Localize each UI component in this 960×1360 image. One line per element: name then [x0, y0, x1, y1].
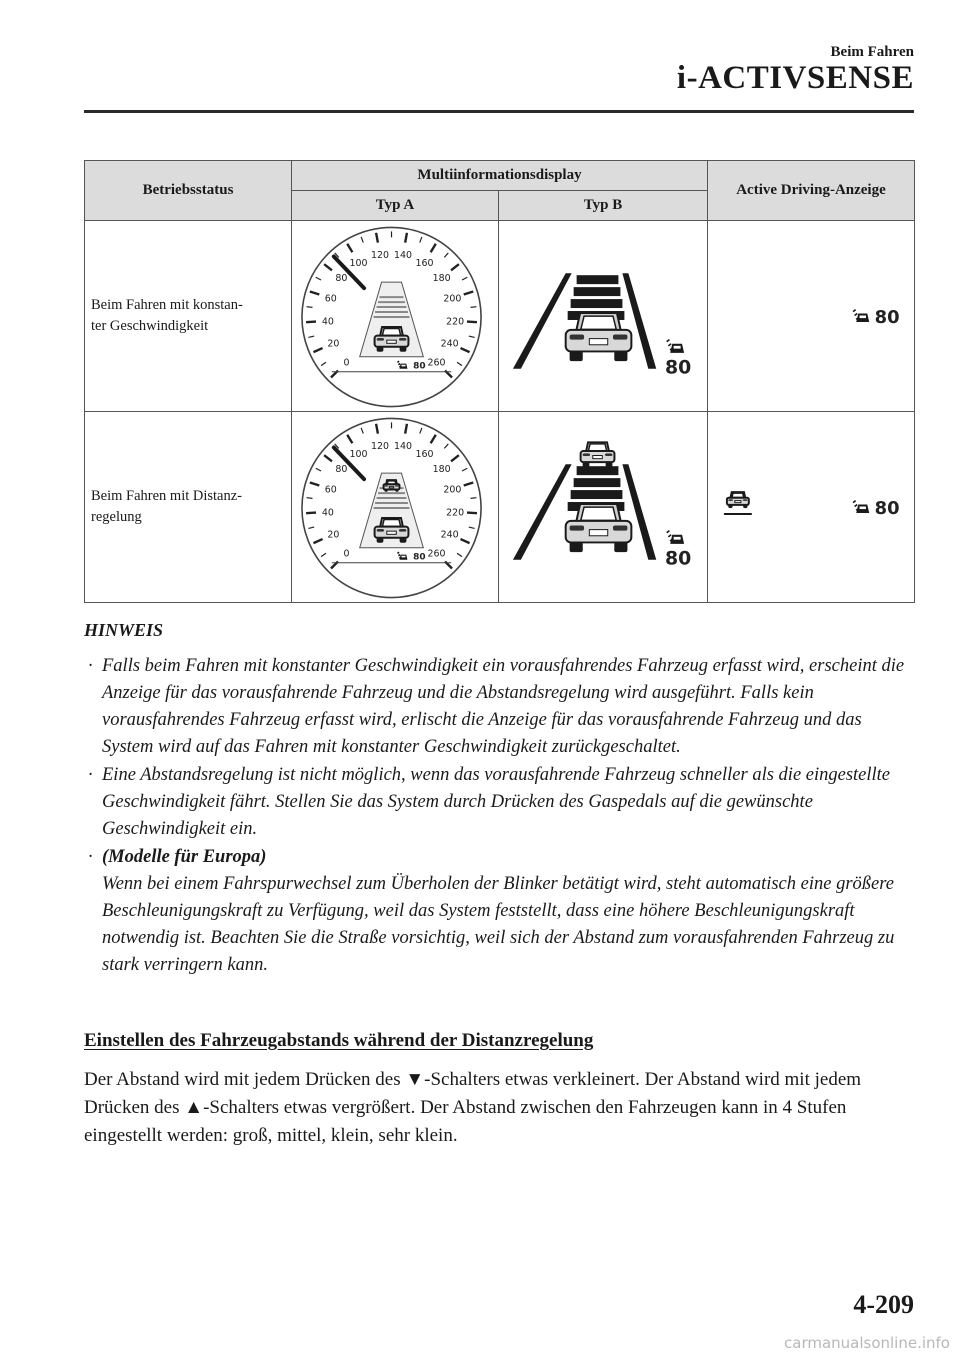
cruise-icon-mark: [668, 344, 671, 346]
speedo-tick-label: 100: [349, 257, 368, 269]
col-header-type-b: Typ B: [499, 191, 708, 221]
speedo-tick-label: 60: [324, 484, 337, 496]
body-text: -Schalters etwas vergrößert. Der Abstand zwischen den Fahrzeugen kann in 4 Stufen eingestellt werden: groß, mittel, klein, sehr klein.: [84, 1097, 847, 1146]
car-rear-window: [581, 507, 616, 520]
cruise-icon-window: [401, 556, 405, 558]
speedo-tick-label: 200: [443, 484, 462, 496]
cruise-icon-window: [401, 365, 405, 367]
header-divider: [84, 110, 914, 113]
cruise-icon-mark: [668, 535, 671, 537]
row-label-line: Beim Fahren mit konstan-: [91, 297, 243, 313]
col-header-status: Betriebsstatus: [85, 161, 292, 221]
speedo-tick-label: 80: [335, 273, 348, 285]
distance-bar: [577, 466, 619, 475]
speedo-tick-label: 120: [371, 440, 390, 452]
car-wheel: [570, 351, 583, 361]
lead-car-icon: [581, 442, 615, 467]
cruise-icon-mark: [399, 366, 401, 367]
car-taillight: [395, 485, 399, 486]
speedo-tick-label: 260: [427, 357, 446, 369]
page-number: 4-209: [853, 1290, 914, 1319]
note-bullet-text: Wenn bei einem Fahrspurwechsel zum Überholen der Blinker betätigt wird, steht automatisch eine größere Beschleunigungskraft zu Verfügung, weil das System feststellt, dass eine höhere Beschleunigungskraft notwendig ist. Beachten Sie die Straße vorsichtig, weil sich der Abstand zum vorausfahrenden Fahrzeug zu stark verringern kann.: [102, 874, 895, 975]
note-bullet: [84, 653, 914, 761]
note-bullet-text: Eine Abstandsregelung ist nicht möglich, wenn das vorausfahrende Fahrzeug schneller als die eingestellte Geschwindigkeit fährt. Stellen Sie das System durch Drücken des Gaspedals auf die gewünschte Geschwindigkeit ein.: [102, 765, 891, 839]
speedo-tick-label: 0: [343, 357, 350, 369]
car-taillight: [613, 335, 627, 340]
car-plate: [387, 340, 396, 343]
note-bullet: [84, 762, 914, 843]
speedo-tick-label: 120: [371, 249, 390, 261]
speedo-tick-label: 240: [440, 529, 459, 541]
table-row: [85, 221, 915, 412]
col-header-mid: Multiinformationsdisplay: [292, 161, 708, 191]
col-header-active-driving: Active Driving-Anzeige: [708, 161, 915, 221]
row-label-line: Beim Fahren mit Distanz-: [91, 488, 243, 504]
speedo-tick-label: 160: [415, 257, 434, 269]
watermark: carmanualsonline.info: [784, 1334, 950, 1352]
speedo-tick-label: 140: [393, 249, 413, 261]
distance-bar: [577, 275, 619, 284]
car-rear-window: [581, 316, 616, 329]
car-taillight: [377, 529, 384, 532]
car-taillight: [399, 529, 406, 532]
speedo-tick-label: 220: [446, 507, 465, 519]
car-rear-window: [382, 329, 400, 336]
cruise-icon-mark: [855, 505, 858, 507]
speedo-tick-label: 180: [432, 273, 451, 285]
speedo-tick-label: 180: [432, 464, 451, 476]
row-label: [85, 221, 292, 412]
car-plate: [589, 339, 607, 345]
table-row: [85, 412, 915, 603]
car-wheel: [614, 351, 627, 361]
car-plate: [389, 486, 393, 487]
speedo-tick-label: 240: [440, 338, 459, 350]
distance-bar: [574, 287, 621, 296]
car-wheel: [377, 346, 384, 351]
car-taillight: [605, 453, 612, 456]
car-wheel: [570, 542, 583, 552]
lane-illustration: [499, 221, 708, 412]
car-wheel: [743, 505, 747, 508]
speedo-tick-label: 20: [327, 338, 340, 350]
row-label-line: ter Geschwindigkeit: [91, 318, 209, 334]
speedo-tick-label: 60: [324, 293, 337, 305]
cruise-icon-window: [860, 316, 866, 319]
speedo-tick-label: 40: [321, 507, 334, 519]
lane-illustration: [499, 412, 708, 603]
lane-edge-right: [622, 464, 656, 560]
car-wheel: [395, 489, 398, 491]
car-wheel: [385, 489, 388, 491]
lead-car-icon: [384, 480, 400, 492]
set-speed-label: 80: [413, 552, 426, 563]
car-taillight: [728, 499, 733, 501]
row-label-line: regelung: [91, 509, 142, 525]
speedo-tick: [467, 322, 477, 323]
note-box: [84, 620, 914, 980]
speedo-tick: [467, 513, 477, 514]
body-text: -Schalters etwas verkleinert. Der Abstand wird mit jedem Drücken des: [84, 1069, 862, 1118]
speedometer-graphic: [292, 221, 498, 411]
speedo-tick-label: 160: [415, 448, 434, 460]
speedo-tick-label: 200: [443, 293, 462, 305]
car-plate: [387, 531, 396, 534]
bullet-dot: ·: [88, 656, 93, 676]
distance-bar: [574, 478, 621, 487]
cruise-icon-window: [674, 346, 681, 349]
cruise-icon-mark: [397, 552, 399, 553]
cruise-icon-mark: [398, 364, 400, 365]
speedometer-graphic: [292, 412, 498, 602]
car-taillight: [385, 485, 389, 486]
speedo-tick-label: 0: [343, 548, 350, 560]
car-wheel: [728, 505, 732, 508]
cruise-icon-mark: [853, 501, 856, 503]
set-speed-label: 80: [413, 361, 426, 372]
note-bullet-heading: (Modelle für Europa): [102, 847, 267, 867]
car-taillight: [613, 526, 627, 531]
up-arrow-icon: ▲: [184, 1097, 204, 1118]
car-wheel: [400, 346, 407, 351]
cruise-control-icon: [667, 531, 684, 544]
cruise-icon-mark: [399, 557, 401, 558]
active-driving-illustration: [708, 412, 915, 603]
car-taillight: [570, 526, 584, 531]
note-bullet: [84, 844, 914, 979]
speedo-tick-label: 140: [393, 440, 413, 452]
car-wheel: [606, 462, 613, 467]
distance-bar: [571, 299, 623, 308]
cruise-icon-window: [674, 537, 681, 540]
set-speed-label: 80: [874, 306, 900, 328]
speedo-tick: [306, 513, 316, 514]
set-speed-label: 80: [874, 497, 900, 519]
set-speed-label: 80: [664, 547, 692, 570]
cruise-icon-mark: [853, 310, 856, 312]
speedo-tick-label: 260: [427, 548, 446, 560]
speedo-tick: [471, 498, 477, 499]
car-taillight: [570, 335, 584, 340]
cruise-icon-mark: [667, 340, 670, 342]
cruise-control-icon: [853, 310, 869, 322]
car-wheel: [614, 542, 627, 552]
car-plate: [735, 501, 741, 503]
body-text: Der Abstand wird mit jedem Drücken des: [84, 1069, 406, 1090]
note-bullet-text: Falls beim Fahren mit konstanter Geschwindigkeit ein vorausfahrendes Fahrzeug erfasst wird, erscheint die Anzeige für das vorausfahrende Fahrzeug und die Abstandsregelung wird ausgeführt. Falls kein vorausfahrendes Fahrzeug erfasst wird, erlischt die Anzeige für das vorausfahrende Fahrzeug und das System wird auf das Fahren mit konstanter Geschwindigkeit zurückgeschaltet.: [102, 656, 905, 757]
row-label: [85, 412, 292, 603]
section-name: Beim Fahren: [830, 44, 914, 60]
car-plate: [593, 456, 602, 459]
active-driving-illustration: [708, 221, 915, 412]
speedo-tick-label: 80: [335, 464, 348, 476]
lane-edge-left: [513, 273, 572, 369]
bullet-dot: ·: [88, 847, 93, 867]
car-rear-window: [382, 520, 400, 527]
lane-graphic: [499, 221, 707, 411]
speedo-tick-label: 20: [327, 529, 340, 541]
speedometer-illustration: [292, 412, 499, 603]
own-car-icon: [566, 313, 632, 361]
cruise-icon-mark: [855, 314, 858, 316]
active-driving-graphic: [708, 412, 914, 602]
body-paragraph: [84, 1066, 914, 1150]
distance-bar: [571, 490, 623, 499]
cruise-icon-mark: [397, 361, 399, 362]
speedo-tick: [306, 322, 316, 323]
page-title: i-ACTIVSENSE: [676, 60, 914, 96]
cruise-control-icon: [667, 340, 684, 353]
car-wheel: [400, 537, 407, 542]
bullet-dot: ·: [88, 765, 93, 785]
lead-car-icon: [727, 492, 749, 508]
speedo-tick: [307, 307, 313, 308]
car-taillight: [377, 338, 384, 341]
set-speed-label: 80: [664, 356, 692, 379]
car-wheel: [583, 462, 590, 467]
lane-edge-right: [622, 273, 656, 369]
cruise-icon-window: [860, 507, 866, 510]
speedo-tick-label: 40: [321, 316, 334, 328]
lane-edge-left: [513, 464, 572, 560]
note-title: HINWEIS: [84, 620, 164, 640]
speedometer-illustration: [292, 221, 499, 412]
speedo-tick: [471, 307, 477, 308]
cruise-control-icon: [853, 501, 869, 513]
status-table: [84, 160, 915, 603]
car-rear-window: [588, 444, 606, 451]
cruise-icon-mark: [398, 555, 400, 556]
speedo-tick: [307, 498, 313, 499]
cruise-icon-mark: [667, 531, 670, 533]
down-arrow-icon: ▼: [405, 1069, 425, 1090]
active-driving-graphic: [708, 221, 914, 411]
car-plate: [589, 530, 607, 536]
speedo-tick-label: 100: [349, 448, 368, 460]
lane-graphic: [499, 412, 707, 602]
section-subheading: Einstellen des Fahrzeugabstands während der Distanzregelung: [84, 1030, 594, 1051]
car-taillight: [399, 338, 406, 341]
col-header-type-a: Typ A: [292, 191, 499, 221]
car-taillight: [583, 453, 590, 456]
speedo-tick-label: 220: [446, 316, 465, 328]
own-car-icon: [566, 504, 632, 552]
car-wheel: [377, 537, 384, 542]
car-taillight: [743, 499, 748, 501]
